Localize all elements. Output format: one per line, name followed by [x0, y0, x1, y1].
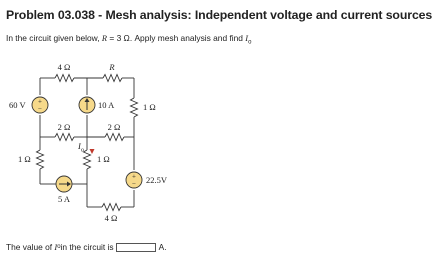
problem-title: Problem 03.038 - Mesh analysis: Independent voltage and current sources: [6, 8, 432, 22]
answer-var-sub: o: [57, 244, 61, 250]
label-r-bottom-right: 4 Ω: [104, 213, 118, 223]
voltage-source-22-5v: [126, 172, 142, 188]
resistor-4ohm-top: [55, 75, 74, 82]
label-io-sub: o: [80, 147, 84, 154]
label-r-bottom-center: 1 Ω: [97, 154, 110, 164]
label-r-bottom-left: 1 Ω: [18, 154, 31, 164]
resistor-1ohm-left: [37, 150, 44, 169]
voltage-source-60v: [32, 97, 48, 113]
intro-var-io: I: [245, 34, 249, 43]
resistor-4ohm-bottom: [102, 204, 121, 211]
label-i-center: 10 A: [98, 100, 115, 110]
label-io: [77, 141, 84, 154]
problem-statement: [6, 33, 251, 46]
intro-text-2: = 3 Ω. Apply mesh analysis and find: [107, 33, 246, 43]
resistor-r-top: [103, 75, 122, 82]
intro-var-io-sub: o: [248, 39, 252, 46]
resistor-1ohm-right: [131, 98, 138, 117]
label-v-right: 22.5V: [146, 175, 168, 185]
label-r-mid-right: 2 Ω: [107, 122, 121, 132]
resistor-1ohm-center: [84, 150, 91, 169]
label-r-top-right: R: [109, 62, 115, 72]
intro-text-1: In the circuit given below,: [6, 33, 102, 43]
io-arrow-icon: [90, 149, 95, 154]
answer-line: [6, 242, 167, 252]
minus-sign: −: [132, 180, 136, 188]
current-source-5a: [56, 176, 72, 192]
answer-prefix: The value of: [6, 242, 53, 252]
resistor-2ohm-mid-left: [55, 134, 74, 141]
answer-input[interactable]: [116, 243, 156, 252]
label-i-bottom: 5 A: [57, 194, 71, 204]
answer-middle: in the circuit is: [60, 242, 114, 252]
intro-var-r: R: [101, 34, 108, 43]
plus-sign: +: [132, 172, 136, 181]
circuit-wires: [37, 75, 138, 211]
label-v-left: 60 V: [9, 100, 26, 110]
label-io-main: I: [78, 141, 81, 151]
minus-sign: −: [38, 105, 42, 113]
plus-sign: +: [38, 97, 42, 106]
label-r-top-left: 4 Ω: [57, 62, 71, 72]
answer-var: I: [54, 242, 58, 252]
label-r-mid-left: 2 Ω: [57, 122, 71, 132]
circuit-diagram: [0, 48, 350, 238]
resistor-2ohm-mid-right: [105, 134, 124, 141]
label-r-right: 1 Ω: [143, 102, 156, 112]
answer-unit: A.: [158, 242, 167, 252]
current-source-10a: [79, 97, 95, 113]
